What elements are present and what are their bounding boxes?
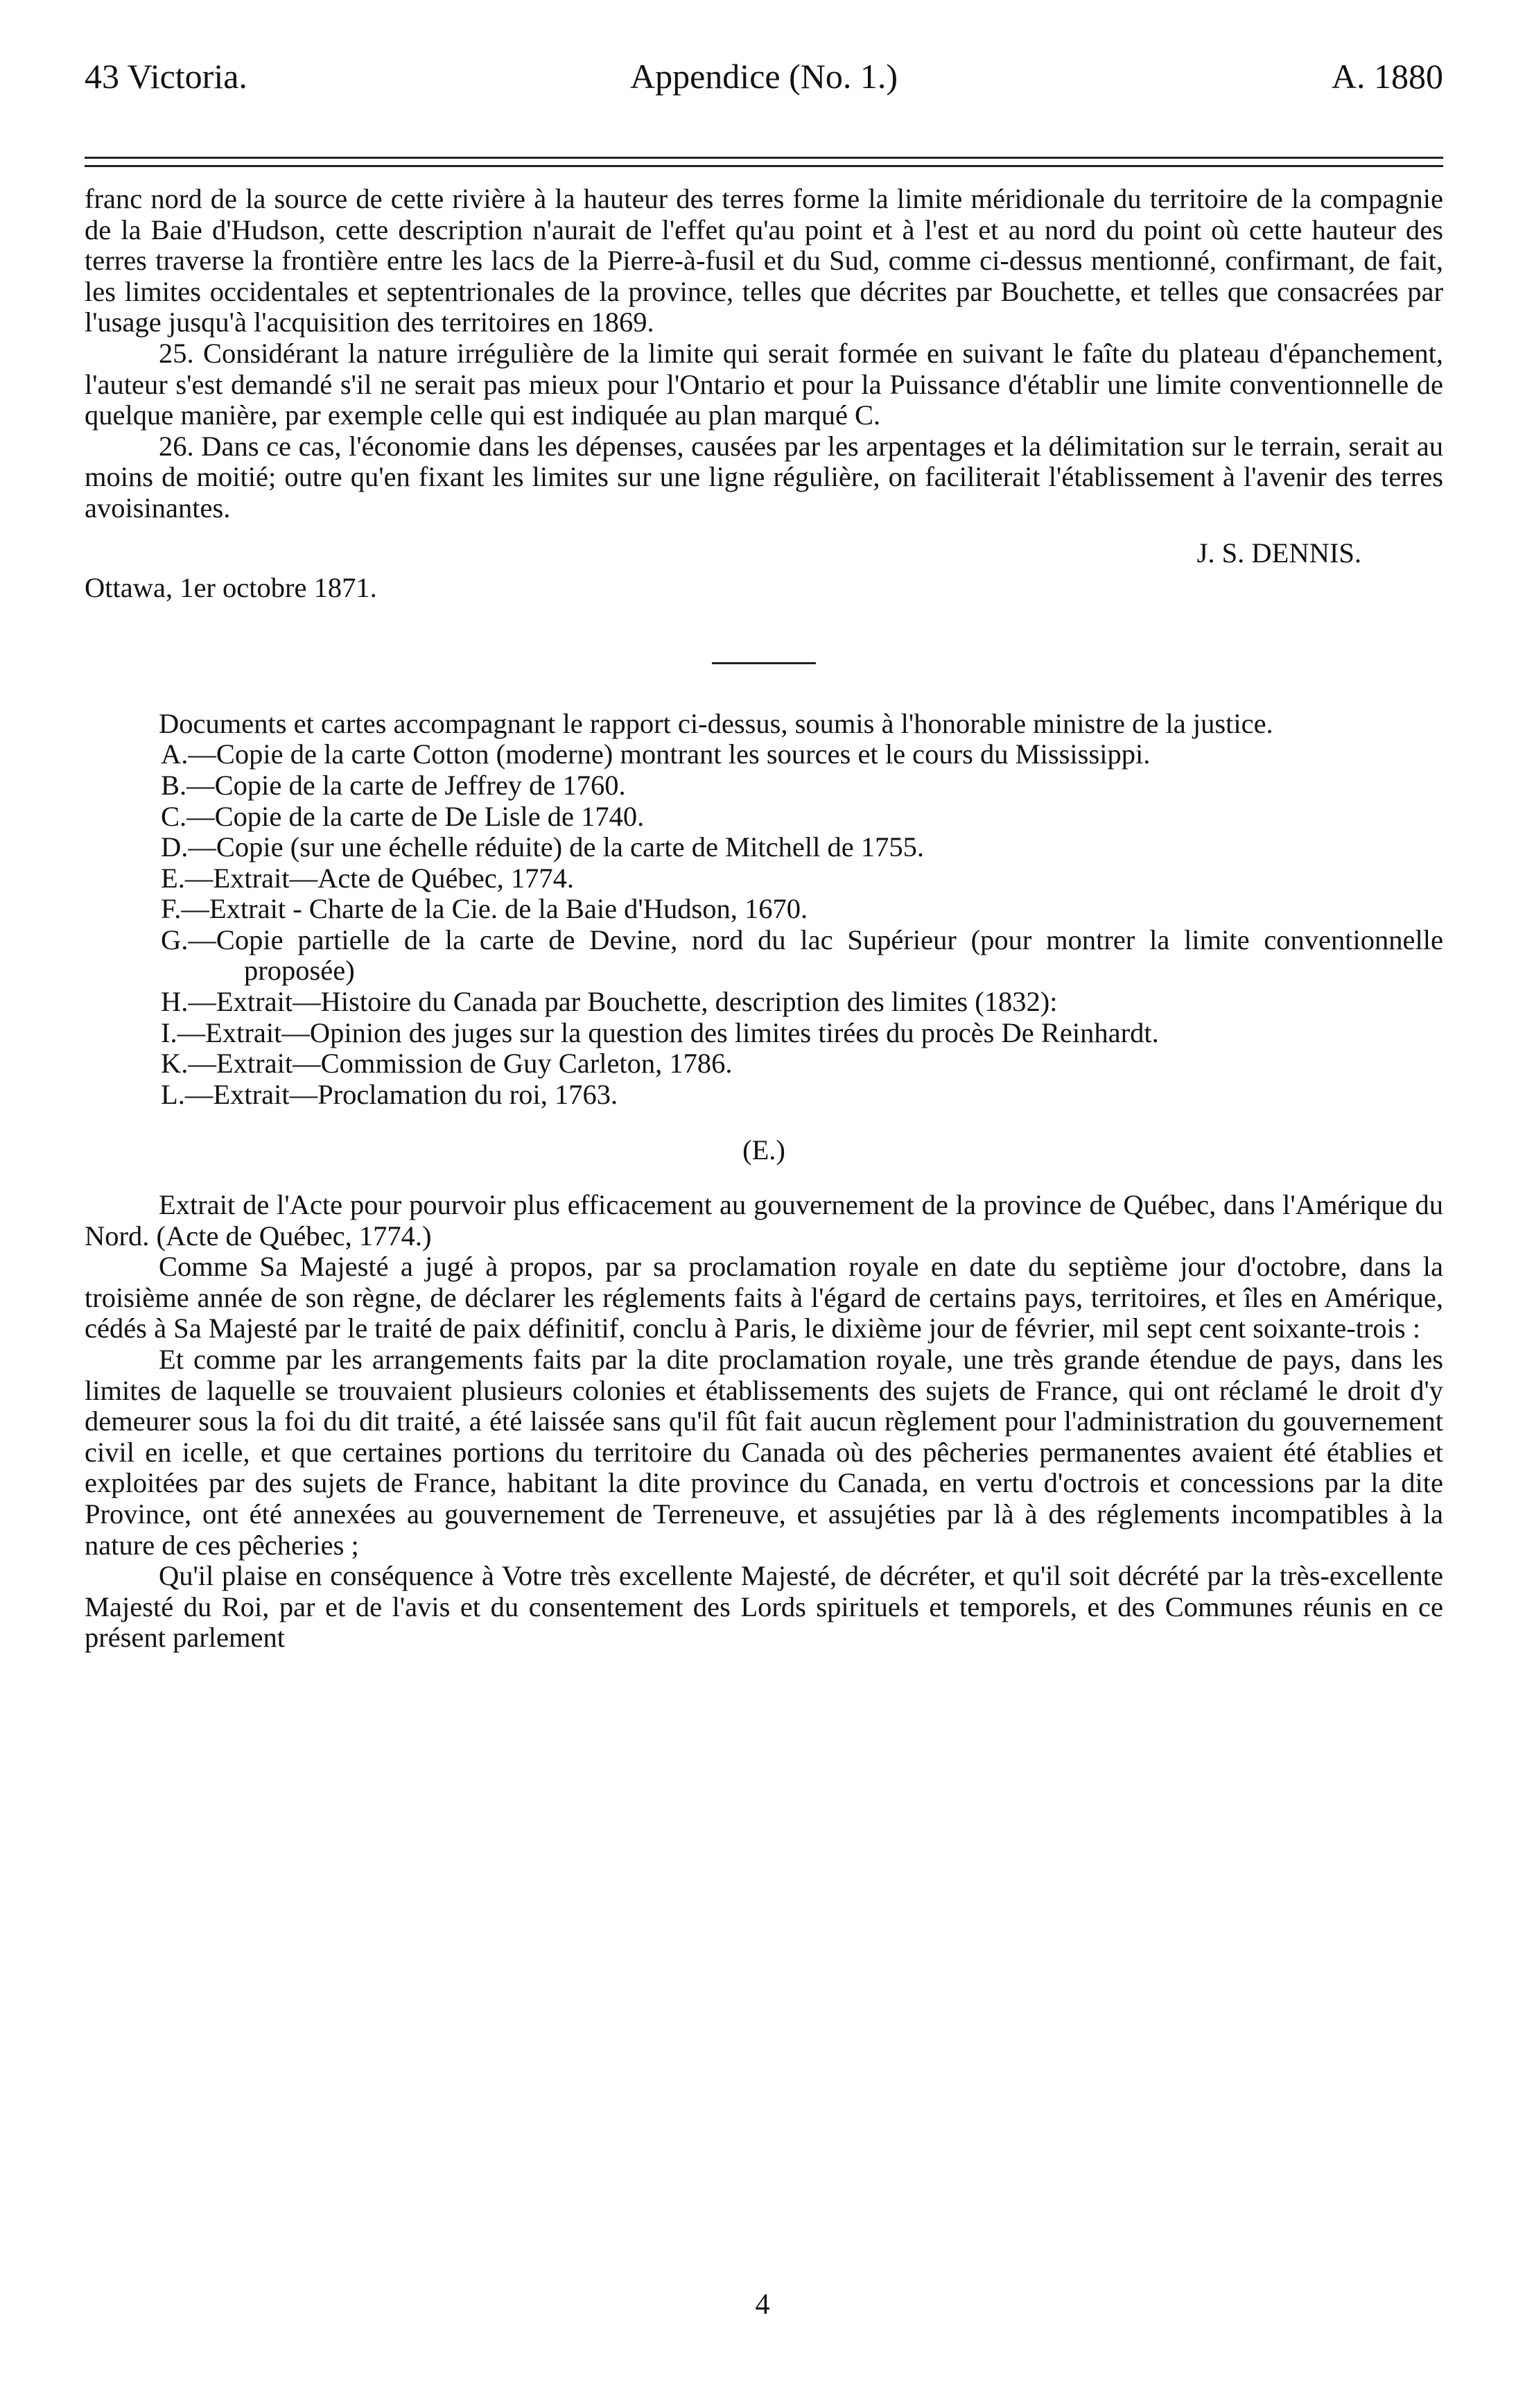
section-paragraph-3: Qu'il plaise en conséquence à Votre très excellente Majesté, de décréter, et qu'il soit décrété par la très-excellente Majesté du Roi, par et de l'avis et du consentement des Lords spirituels et temporels, et des Communes réunis en ce présent parlement xyxy=(85,1560,1443,1654)
page-body xyxy=(85,184,1443,1654)
page-number: 4 xyxy=(755,2289,770,2321)
list-item: A.—Copie de la carte Cotton (moderne) montrant les sources et le cours du Mississippi. xyxy=(161,738,1151,770)
section-title: (E.) xyxy=(742,1134,785,1166)
paragraph-25: 25. Considérant la nature irrégulière de la limite qui serait formée en suivant le faîte du plateau d'épanchement, l'auteur s'est demandé s'il ne serait pas mieux pour l'Ontario et pour la Puissance d'établir une limite conventionnelle de quelque manière, par exemple celle qui est indiquée au plan marqué C. xyxy=(85,337,1443,431)
header-title: Appendice (No. 1.) xyxy=(630,57,898,96)
documents-list xyxy=(85,739,1443,1110)
list-item: I.—Extrait—Opinion des juges sur la question des limites tirées du procès De Reinhardt. xyxy=(161,1016,1159,1048)
section-intro: Extrait de l'Acte pour pourvoir plus efficacement au gouvernement de la province de Québec, dans l'Amérique du Nord. (Acte de Québec, 1774.) xyxy=(85,1189,1443,1251)
date-line: Ottawa, 1er octobre 1871. xyxy=(85,572,377,604)
documents-intro: Documents et cartes accompagnant le rapport ci-dessus, soumis à l'honorable ministre de la justice. xyxy=(159,707,1273,739)
section-paragraph-1: Comme Sa Majesté a jugé à propos, par sa proclamation royale en date du septième jour d'octobre, dans la troisième année de son règne, de déclarer les réglements faits à l'égard de certains pays, territoires, et îles en Amérique, cédés à Sa Majesté par le traité de paix définitif, conclu à Paris, le dixième jour de février, mil sept cent soixante-trois : xyxy=(85,1251,1443,1344)
signature: J. S. DENNIS. xyxy=(1196,537,1361,569)
list-item: H.—Extrait—Histoire du Canada par Bouchette, description des limites (1832): xyxy=(161,986,1058,1018)
list-item: K.—Extrait—Commission de Guy Carleton, 1786. xyxy=(161,1048,733,1080)
list-item: G.—Copie partielle de la carte de Devine, nord du lac Supérieur (pour montrer la limite conventionnelle proposée) xyxy=(161,924,1443,987)
list-item: D.—Copie (sur une échelle réduite) de la carte de Mitchell de 1755. xyxy=(161,831,924,863)
header-rule-bottom xyxy=(85,165,1443,167)
header-rule-top xyxy=(85,157,1443,159)
list-item: C.—Copie de la carte de De Lisle de 1740. xyxy=(161,800,645,832)
list-item: F.—Extrait - Charte de la Cie. de la Baie d'Hudson, 1670. xyxy=(161,893,808,925)
section-separator xyxy=(712,662,816,664)
list-item: B.—Copie de la carte de Jeffrey de 1760. xyxy=(161,769,626,801)
section-paragraph-2: Et comme par les arrangements faits par la dite proclamation royale, une très grande étendue de pays, dans les limites de laquelle se trouvaient plusieurs colonies et établissements des sujets de France, qui ont réclamé le droit d'y demeurer sous la foi du dit traité, a été laissée sans qu'il fût fait aucun règlement pour l'administration du gouvernement civil en icelle, et que certaines portions du territoire du Canada où des pêcheries permanentes avaient été établies et exploitées par des sujets de France, habitant la dite province du Canada, en vertu d'octrois et concessions par la dite Province, ont été annexées au gouvernement de Terreneuve, et assujéties par là à des réglements incompatibles à la nature de ces pêcheries ; xyxy=(85,1344,1443,1561)
paragraph-26: 26. Dans ce cas, l'économie dans les dépenses, causées par les arpentages et la délimitation sur le terrain, serait au moins de moitié; outre qu'en fixant les limites sur une ligne régulière, on faciliterait l'établissement à l'avenir des terres avoisinantes. xyxy=(85,430,1443,523)
list-item: L.—Extrait—Proclamation du roi, 1763. xyxy=(161,1078,618,1110)
paragraph-continued: franc nord de la source de cette rivière à la hauteur des terres forme la limite méridionale du territoire de la compagnie de la Baie d'Hudson, cette description n'aurait de l'effet qu'au point et à l'est et au nord du point où cette hauteur des terres traverse la frontière entre les lacs de la Pierre-à-fusil et du Sud, comme ci-dessus mentionné, confirmant, de fait, les limites occidentales et septentrionales de la province, telles que décrites par Bouchette, et telles que consacrées par l'usage jusqu'à l'acquisition des territoires en 1869. xyxy=(85,183,1443,338)
running-header xyxy=(85,49,1443,104)
list-item: E.—Extrait—Acte de Québec, 1774. xyxy=(161,862,575,894)
header-year: A. 1880 xyxy=(1331,57,1443,96)
header-volume: 43 Victoria. xyxy=(85,57,247,96)
